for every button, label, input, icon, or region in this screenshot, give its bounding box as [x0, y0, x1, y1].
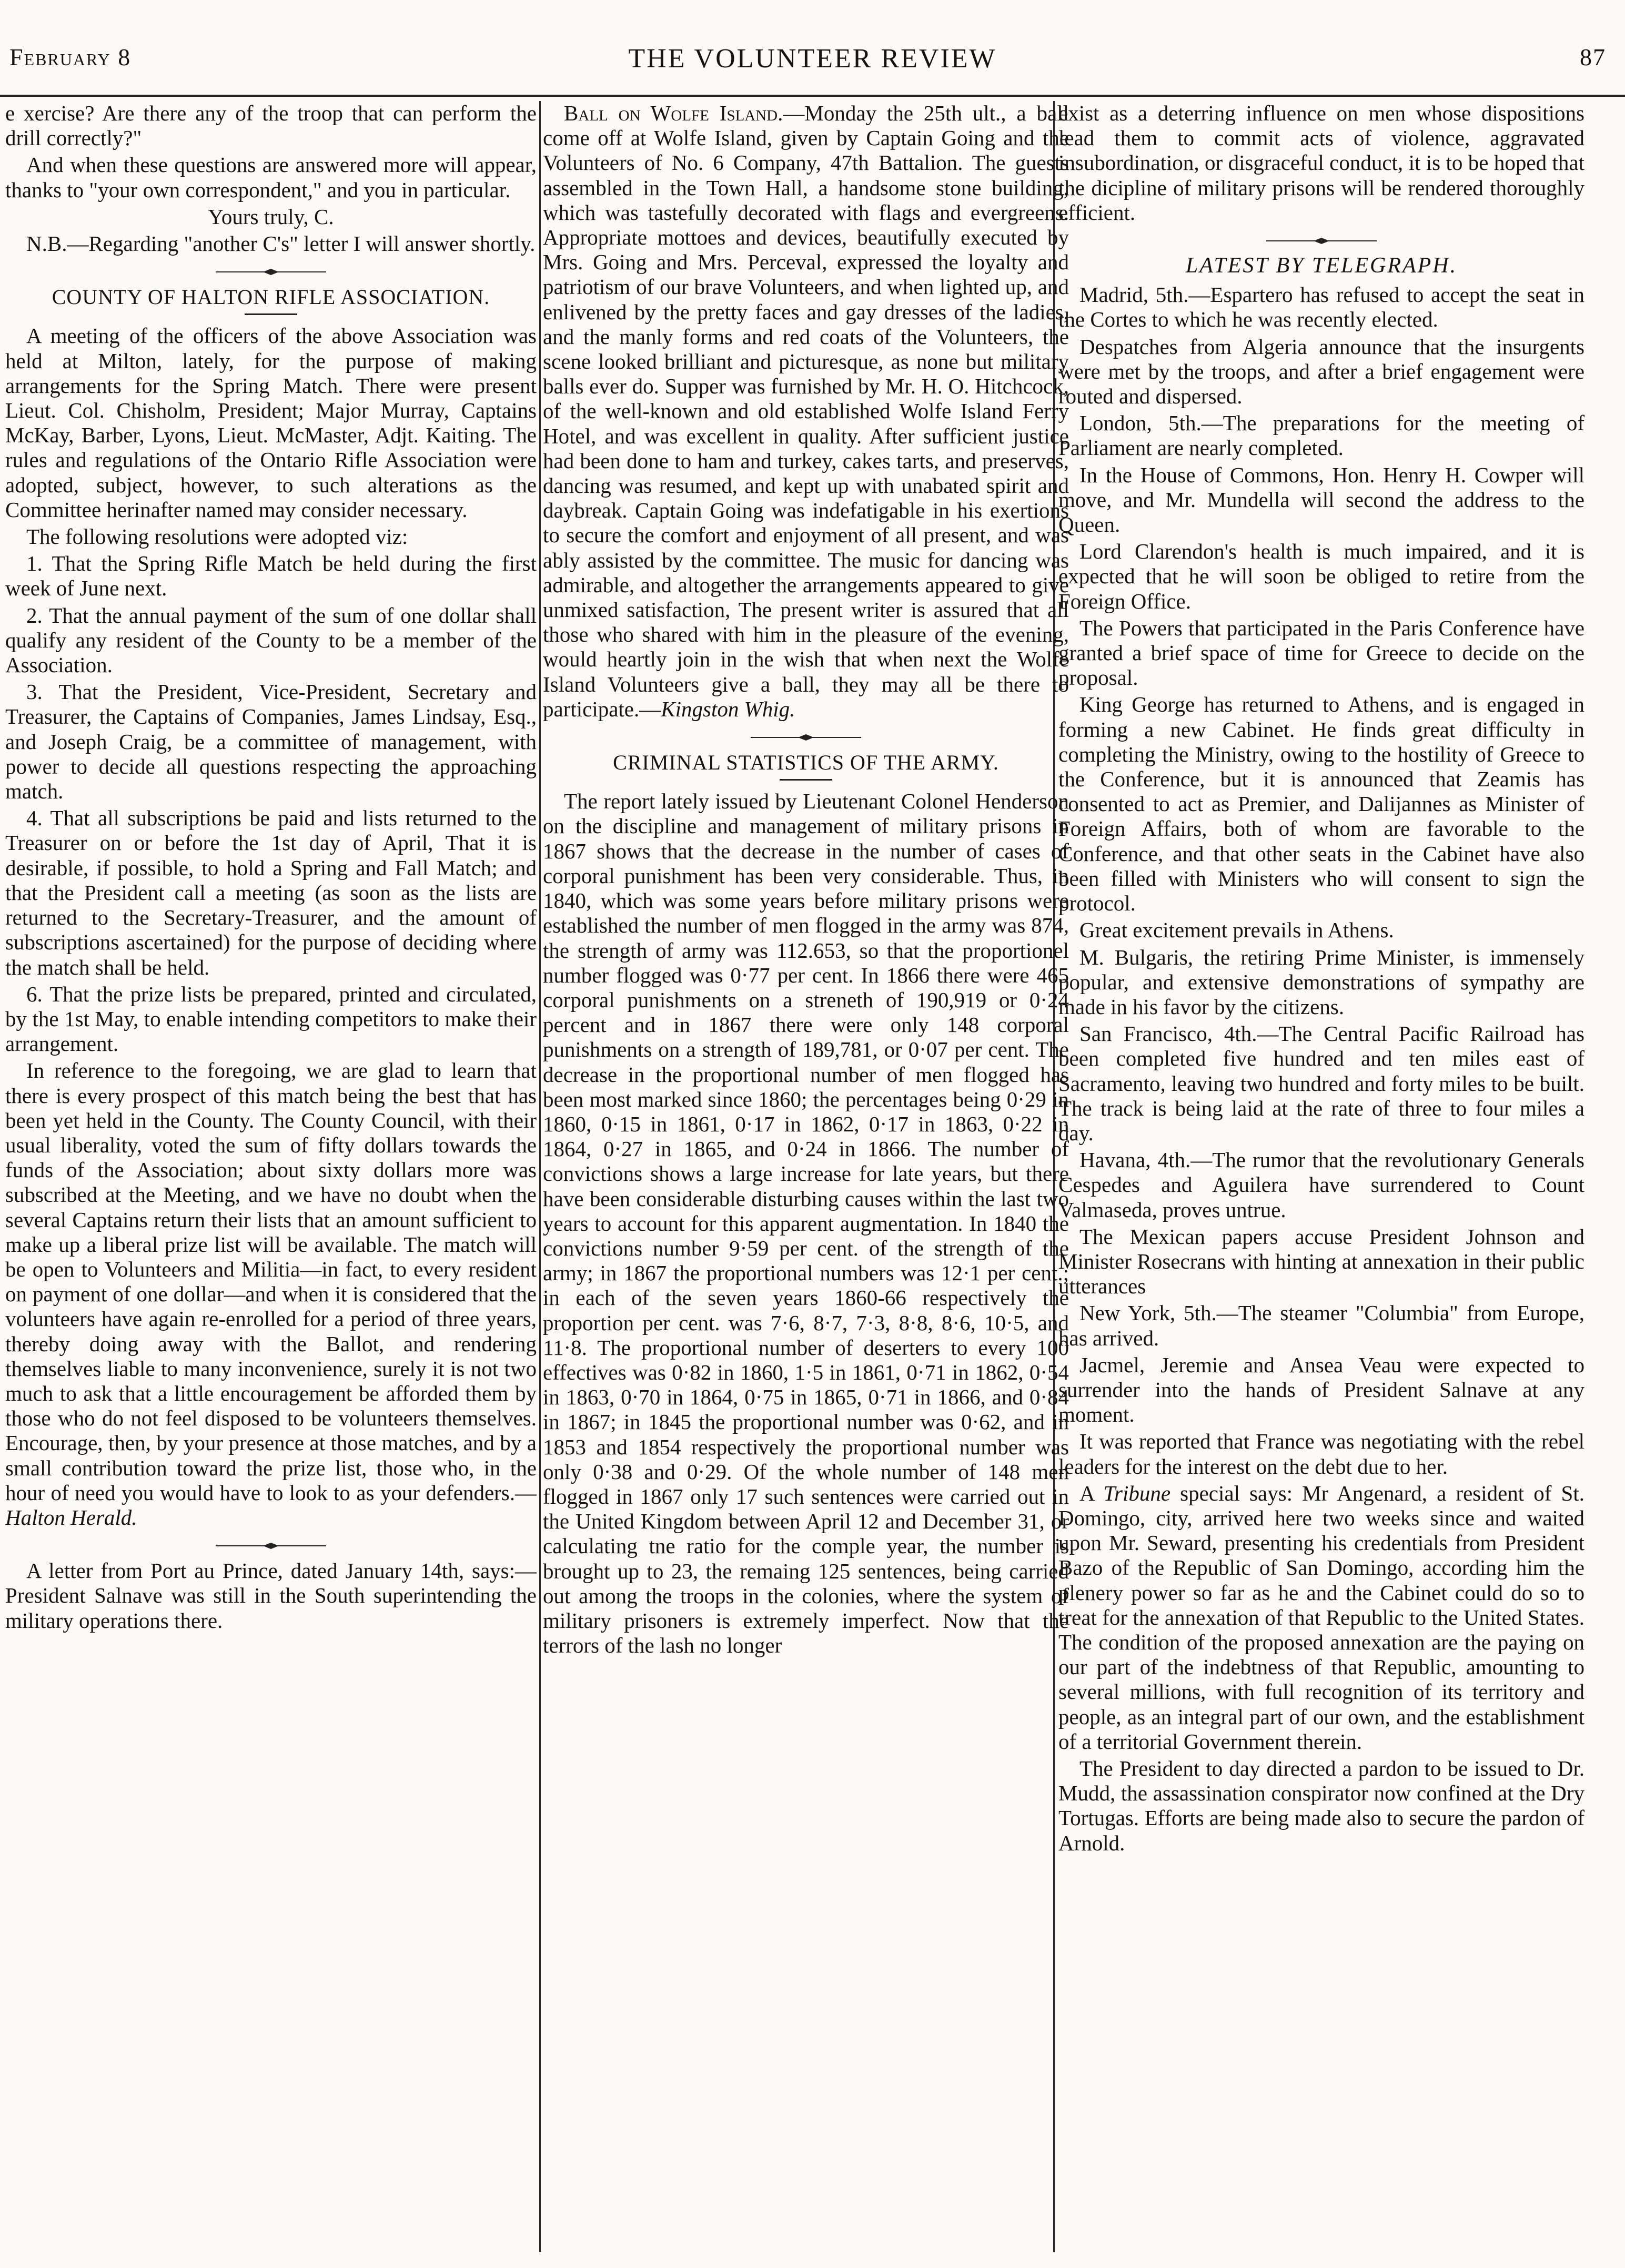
section-ornament	[216, 1543, 326, 1549]
article-source: Halton Herald.	[5, 1505, 137, 1530]
section-ornament	[216, 269, 326, 275]
ball-source: Kingston Whig.	[661, 696, 795, 721]
article-heading-telegraph: LATEST BY TELEGRAPH.	[1185, 254, 1458, 278]
column-3	[1058, 101, 1584, 2252]
telegraph-item: The Mexican papers accuse President Johnson and Minister Rosecrans with hinting at annexation in their public utterances	[1058, 1224, 1584, 1299]
telegraph-item: Lord Clarendon's health is much impaired, and it is expected that he will soon be obliged to retire from the Foreign Office.	[1058, 539, 1584, 613]
telegraph-item: London, 5th.—The preparations for the meeting of Parliament are nearly completed.	[1058, 411, 1584, 460]
ball-text: —Monday the 25th ult., a ball come off at Wolfe Island, given by Captain Going and the Volunteers of No. 6 Company, 47th Battalion. The guests assembled in the Town Hall, a handsome stone building, which was tastefully decorated with flags and evergreens. Appropriate mottoes and devices, beautifully executed by Mrs. Going and Mrs. Perceval, expressed the loyalty and patriotism of our brave Volunteers, and when lighted up, and enlivened by the pretty faces and gay dresses of the ladies, and the manly forms and red coats of the Volunteers, the scene looked brilliant and picturesque, as none but military balls ever do. Supper was furnished by Mr. H. O. Hitchcock, of the well-known and old established Wolfe Island Ferry Hotel, and was excellent in quality. After sufficient justice had been done to ham and turkey, cakes tarts, and preserves, dancing was resumed, and kept up with unabated spirit and daybreak. Captain Going was indefatigable in his exertions to secure the comfort and enjoyment of all present, and was ably assisted by the committee. The music for dancing was admirable, and altogether the arrangements appeared to give unmixed satisfaction, The present writer is assured that all those who shared with him in the pleasure of the evening, would heartly join in the wish that when next the Wolfe Island Volunteers give a ball, they may all be there to participate.—	[543, 101, 1069, 721]
telegraph-item: In the House of Commons, Hon. Henry H. Cowper will move, and Mr. Mundella will second the address to the Queen.	[1058, 462, 1584, 537]
tribune-lead: A	[1079, 1481, 1104, 1505]
article-text: In reference to the foregoing, we are glad to learn that there is every prospect of this match being the best that has been yet held in the County. The County Council, with their usual liberality, voted the sum of fifty dollars towards the funds of the Association; about sixty dollars more was subscribed at the Meeting, and we have no doubt when the several Captains return their lists that an amount sufficient to make up a liberal prize list will be available. The match will be open to Volunteers and Militia—in fact, to every resident on payment of one dollar—and when it is considered that the volunteers have again re-enrolled for a period of three years, thereby doing away with the Ballot, and rendering themselves liable to many inconvenience, surely it is not two much to ask that a little encouragement be afforded them by those who do not feel disposed to be volunteers themselves. Encourage, then, by your presence at those matches, and by a small contribution toward the prize list, those who, in the hour of need you would have to look to as your defenders.—	[5, 1058, 537, 1505]
telegraph-item: San Francisco, 4th.—The Central Pacific Railroad has been completed five hundred and ten miles east of Sacramento, leaving two hundred and forty miles to be built. The track is being laid at the rate of three to four miles a day.	[1058, 1021, 1584, 1145]
telegraph-item: M. Bulgaris, the retiring Prime Minister, is immensely popular, and extensive demonstrations of sympathy are made in his favor by the citizens.	[1058, 945, 1584, 1019]
telegraph-item: Madrid, 5th.—Espartero has refused to accept the seat in the Cortes to which he was recently elected.	[1058, 282, 1584, 332]
article-ball	[543, 101, 1069, 722]
telegraph-item: It was reported that France was negotiating with the rebel leaders for the interest on the debt due to her.	[1058, 1429, 1584, 1479]
section-ornament	[751, 734, 861, 741]
header-date: February 8	[9, 44, 132, 70]
telegraph-list	[1058, 282, 1584, 1479]
ball-title: Ball on Wolfe Island.	[564, 101, 783, 125]
article-paragraph: The report lately issued by Lieutenant Colonel Henderson on the discipline and management of military prisons in 1867 shows that the decrease in the number of cases of corporal punishment has been very considerable. Thus, in 1840, which was some years before military prisons were established the number of men flogged in the army was 874, the strength of army was 112.653, so that the proportionel number flogged was 0·77 per cent. In 1866 there were 465 corporal punishments on a streneth of 190,919 or 0·24 percent and in 1867 there were only 148 corporal punishments on a strength of 189,781, or 0·07 per cent. The decrease in the proportional number of men flogged has been most marked since 1860; the percentages being 0·29 in 1860, 0·15 in 1861, 0·17 in 1862, 0·17 in 1863, 0·22 in 1864, 0·27 in 1865, and 0·24 in 1866. The number of convictions shows a large increase for late years, but there have been considerable disturbing causes within the last two years to account for this apparent augmentation. In 1840 the convictions number 9·59 per cent. of the strength of the army; in 1867 the proportional numbers was 12·1 per cent.; in each of the seven years 1860-66 respectively the proportion per cent. was 7·6, 8·7, 7·3, 8·8, 8·6, 10·5, and 11·8. The proportional number of deserters to every 100 effectives was 0·82 in 1860, 1·5 in 1861, 0·71 in 1862, 0·54 in 1863, 0·70 in 1864, 0·75 in 1865, 0·71 in 1866, and 0·84 in 1867; in 1845 the proportional number was 0·62, and in 1853 and 1854 respectively the proportional number was only 0·38 and 0·29. Of the whole number of 148 men flogged in 1867 only 17 such sentences were carried out in the United Kingdom between April 12 and December 31, or calculating tne ratio for the comple year, the number is brought up to 23, the remaing 125 sentences, being carried out among the troops in the colonies, where the system of military prisoners is extremely imperfect. Now that the terrors of the lash no longer	[543, 789, 1069, 1658]
column-divider-1	[539, 101, 541, 2252]
article-heading-criminal: CRIMINAL STATISTICS OF THE ARMY.	[613, 751, 999, 775]
news-brief: A letter from Port au Prince, dated January 14th, says:—President Salnave was still in the South superintending the military operations there.	[5, 1558, 537, 1633]
telegraph-item: King George has returned to Athens, and is engaged in forming a new Cabinet. He finds great difficulty in completing the Ministry, owing to the hostility of Greece to the Conference, but it is announced that Zeamis has consented to act as Premier, and Dalijannes as Minister of Foreign Affairs, both of whom are favorable to the Conference, and that other seats in the Cabinet have also been filled with Ministers who will consent to sign the protocol.	[1058, 692, 1584, 916]
article-paragraph	[5, 1058, 537, 1530]
telegraph-item: New York, 5th.—The steamer "Columbia" from Europe, has arrived.	[1058, 1301, 1584, 1350]
letter-paragraph: And when these questions are answered more will appear, thanks to "your own correspondent," and you in particular.	[5, 153, 537, 202]
telegraph-item: The President to day directed a pardon to be issued to Dr. Mudd, the assassination conspirator now confined at the Dry Tortugas. Efforts are being made also to secure the pardon of Arnold.	[1058, 1756, 1584, 1855]
page-header	[0, 32, 1625, 89]
letter-paragraph: e xercise? Are there any of the troop that can perform the drill correctly?"	[5, 101, 537, 150]
resolution-2: 2. That the annual payment of the sum of one dollar shall qualify any resident of the County to be a member of the Association.	[5, 603, 537, 677]
tribune-name: Tribune	[1103, 1481, 1171, 1505]
resolution-3: 3. That the President, Vice-President, Secretary and Treasurer, the Captains of Companies, James Lindsay, Esq., and Joseph Craig, be a committee of management, with power to decide all questions respecting the approaching match.	[5, 680, 537, 804]
letter-signature: Yours truly, C.	[208, 204, 334, 229]
section-ornament	[1266, 238, 1377, 244]
resolution-4: 4. That all subscriptions be paid and lists returned to the Treasurer on or before the 1st day of April, That it is desirable, if possible, to hold a Spring and Fall Match; and that the President call a meeting (as soon as the lists are returned to the Secretary-Treasurer, and the amount of subscriptions ascertained) for the purpose of deciding where the match shall be held.	[5, 806, 537, 979]
column-1	[5, 101, 537, 2252]
column-2	[543, 101, 1069, 2252]
article-paragraph: A meeting of the officers of the above Association was held at Milton, lately, for the purpose of making arrangements for the Spring Match. There were present Lieut. Col. Chisholm, President; Major Murray, Captains McKay, Barber, Lyons, Lieut. McMaster, Adjt. Kaiting. The rules and regulations of the Ontario Rifle Association were adopted, subject, however, to such alterations as the Committee herinafter named may consider necessary.	[5, 323, 537, 522]
header-rule	[0, 95, 1625, 97]
resolution-6: 6. That the prize lists be prepared, printed and circulated, by the 1st May, to enable intending competitors to make their arrangement.	[5, 981, 537, 1056]
article-paragraph: The following resolutions were adopted viz:	[26, 524, 408, 549]
article-continuation: exist as a deterring influence on men whose dispositions lead them to commit acts of violence, aggravated insubordination, or disgraceful conduct, it is to be hoped that the dicipline of military prisons will be rendered thoroughly efficient.	[1058, 101, 1584, 225]
telegraph-item: Havana, 4th.—The rumor that the revolutionary Generals Cespedes and Aguilera have surrendered to Count Valmaseda, proves untrue.	[1058, 1148, 1584, 1222]
telegraph-item: The Powers that participated in the Paris Conference have granted a brief space of time for Greece to decide on the proposal.	[1058, 615, 1584, 690]
resolution-1: 1. That the Spring Rifle Match be held during the first week of June next.	[5, 551, 537, 601]
heading-rule	[245, 313, 297, 315]
article-heading-halton: COUNTY OF HALTON RIFLE ASSOCIATION.	[52, 285, 490, 309]
heading-rule	[780, 779, 832, 781]
telegraph-item: Despatches from Algeria announce that the insurgents were met by the troops, and after a brief engagement were routed and dispersed.	[1058, 334, 1584, 409]
telegraph-item	[1058, 1481, 1584, 1754]
header-title: THE VOLUNTEER REVIEW	[628, 44, 997, 74]
telegraph-item: Jacmel, Jeremie and Ansea Veau were expected to surrender into the hands of President Salnave at any moment.	[1058, 1352, 1584, 1427]
letter-postscript: N.B.—Regarding "another C's" letter I will answer shortly.	[26, 231, 536, 256]
page-number: 87	[1580, 44, 1606, 70]
telegraph-item: Great excitement prevails in Athens.	[1079, 918, 1394, 943]
tribune-text: special says: Mr Angenard, a resident of St. Domingo, city, arrived here two weeks since and waited upon Mr. Seward, presenting his credentials from President Bazo of the Republic of San Domingo, according him the plenery power so far as he and the Cabinet could do so to treat for the annexation of that Republic to the United States. The condition of the proposed annexation are the paying on our part of the indebtness of that Republic, amounting to several millions, with full recognition of its territory and people, as an integral part of our own, and the establishment of a territorial Government therein.	[1058, 1481, 1584, 1754]
